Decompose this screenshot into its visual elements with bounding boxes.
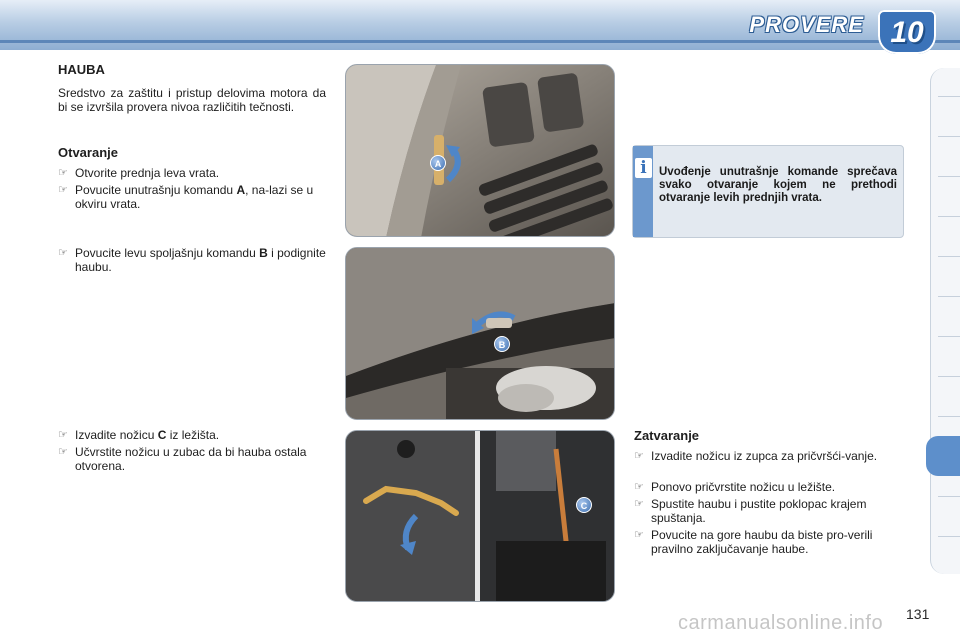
pointing-hand-icon: ☞ bbox=[58, 446, 68, 458]
chapter-tab[interactable] bbox=[938, 376, 960, 377]
section-heading-otvaranje: Otvaranje bbox=[58, 145, 118, 160]
chapter-number: 10 bbox=[890, 16, 924, 49]
page-number: 131 bbox=[906, 606, 930, 622]
bullet-text: Spustite haubu i pustite poklopac krajem spuštanja. bbox=[651, 497, 867, 525]
bullet-text: i podignite haubu. bbox=[75, 246, 326, 274]
chapter-tab[interactable] bbox=[938, 296, 960, 297]
bullet-fix-prop bbox=[58, 445, 328, 473]
chapter-tabs bbox=[930, 68, 960, 574]
pointing-hand-icon: ☞ bbox=[634, 481, 644, 493]
photo-drawing bbox=[346, 431, 615, 602]
chapter-title: PROVERE bbox=[749, 12, 864, 37]
pointing-hand-icon: ☞ bbox=[58, 247, 68, 259]
bullet-text: Otvorite prednja leva vrata. bbox=[75, 166, 220, 180]
callout-letter: B bbox=[259, 246, 268, 260]
chapter-tab[interactable] bbox=[938, 496, 960, 497]
bullet-remove-prop bbox=[58, 428, 328, 442]
bullet-text: Ponovo pričvrstite nožicu u ležište. bbox=[651, 480, 836, 494]
pointing-hand-icon: ☞ bbox=[634, 498, 644, 510]
pointing-hand-icon: ☞ bbox=[634, 529, 644, 541]
photo-interior-release-lever bbox=[345, 64, 615, 237]
bullet-text: Izvadite nožicu bbox=[75, 428, 158, 442]
photo-external-release-lever bbox=[345, 247, 615, 420]
bullet-pull-internal bbox=[58, 183, 328, 211]
chapter-tab[interactable] bbox=[938, 336, 960, 337]
bullet-text: Povucite unutrašnju komandu bbox=[75, 183, 237, 197]
chapter-number-badge bbox=[878, 10, 936, 54]
bullet-close-remove bbox=[634, 449, 906, 463]
bullet-text: Učvrstite nožicu u zubac da bi hauba ostala otvorena. bbox=[75, 445, 307, 473]
pointing-hand-icon: ☞ bbox=[58, 167, 68, 179]
header-divider bbox=[0, 40, 960, 43]
bullet-text: Povucite levu spoljašnju komandu bbox=[75, 246, 260, 260]
info-text: Uvođenje unutrašnje komande sprečava svako otvaranje kojem ne prethodi otvaranje levih prednjih vrata. bbox=[659, 166, 897, 204]
info-box-strip bbox=[633, 146, 653, 237]
callout-letter: A bbox=[236, 183, 246, 197]
callout-a: A bbox=[430, 155, 446, 171]
chapter-tab[interactable] bbox=[938, 176, 960, 177]
bullet-open-door bbox=[58, 166, 328, 180]
chapter-tab[interactable] bbox=[938, 216, 960, 217]
info-icon: i bbox=[635, 158, 652, 178]
watermark: carmanualsonline.info bbox=[678, 612, 884, 634]
bullet-pull-external bbox=[58, 246, 328, 274]
active-chapter-tab[interactable] bbox=[926, 436, 960, 476]
chapter-tab[interactable] bbox=[938, 256, 960, 257]
bullet-text: , na-lazi se u okviru vrata. bbox=[75, 183, 314, 211]
bullet-close-refix bbox=[634, 480, 906, 494]
callout-b: B bbox=[494, 336, 510, 352]
bullet-text: iz ležišta. bbox=[166, 428, 220, 442]
info-box bbox=[632, 145, 904, 238]
bullet-text: Povucite na gore haubu da biste pro-verili pravilno zaključavanje haube. bbox=[651, 528, 873, 556]
pointing-hand-icon: ☞ bbox=[58, 429, 68, 441]
photo-drawing bbox=[346, 65, 615, 237]
intro-paragraph: Sredstvo za zaštitu i pristup delovima motora da bi se izvršila provera nivoa različitih tečnosti. bbox=[58, 86, 326, 114]
photo-drawing bbox=[346, 248, 615, 420]
photo-hood-prop-rod bbox=[345, 430, 615, 602]
pointing-hand-icon: ☞ bbox=[634, 450, 644, 462]
bullet-close-lower bbox=[634, 497, 906, 525]
callout-c: C bbox=[576, 497, 592, 513]
bullet-close-verify bbox=[634, 528, 906, 556]
chapter-tab[interactable] bbox=[938, 136, 960, 137]
callout-letter: C bbox=[157, 428, 167, 442]
chapter-tab[interactable] bbox=[938, 96, 960, 97]
chapter-tab[interactable] bbox=[938, 416, 960, 417]
chapter-tab[interactable] bbox=[938, 536, 960, 537]
bullet-text: Izvadite nožicu iz zupca za pričvršći-vanje. bbox=[651, 449, 878, 463]
section-heading-hauba: HAUBA bbox=[58, 62, 105, 77]
pointing-hand-icon: ☞ bbox=[58, 184, 68, 196]
section-heading-zatvaranje: Zatvaranje bbox=[634, 428, 700, 443]
